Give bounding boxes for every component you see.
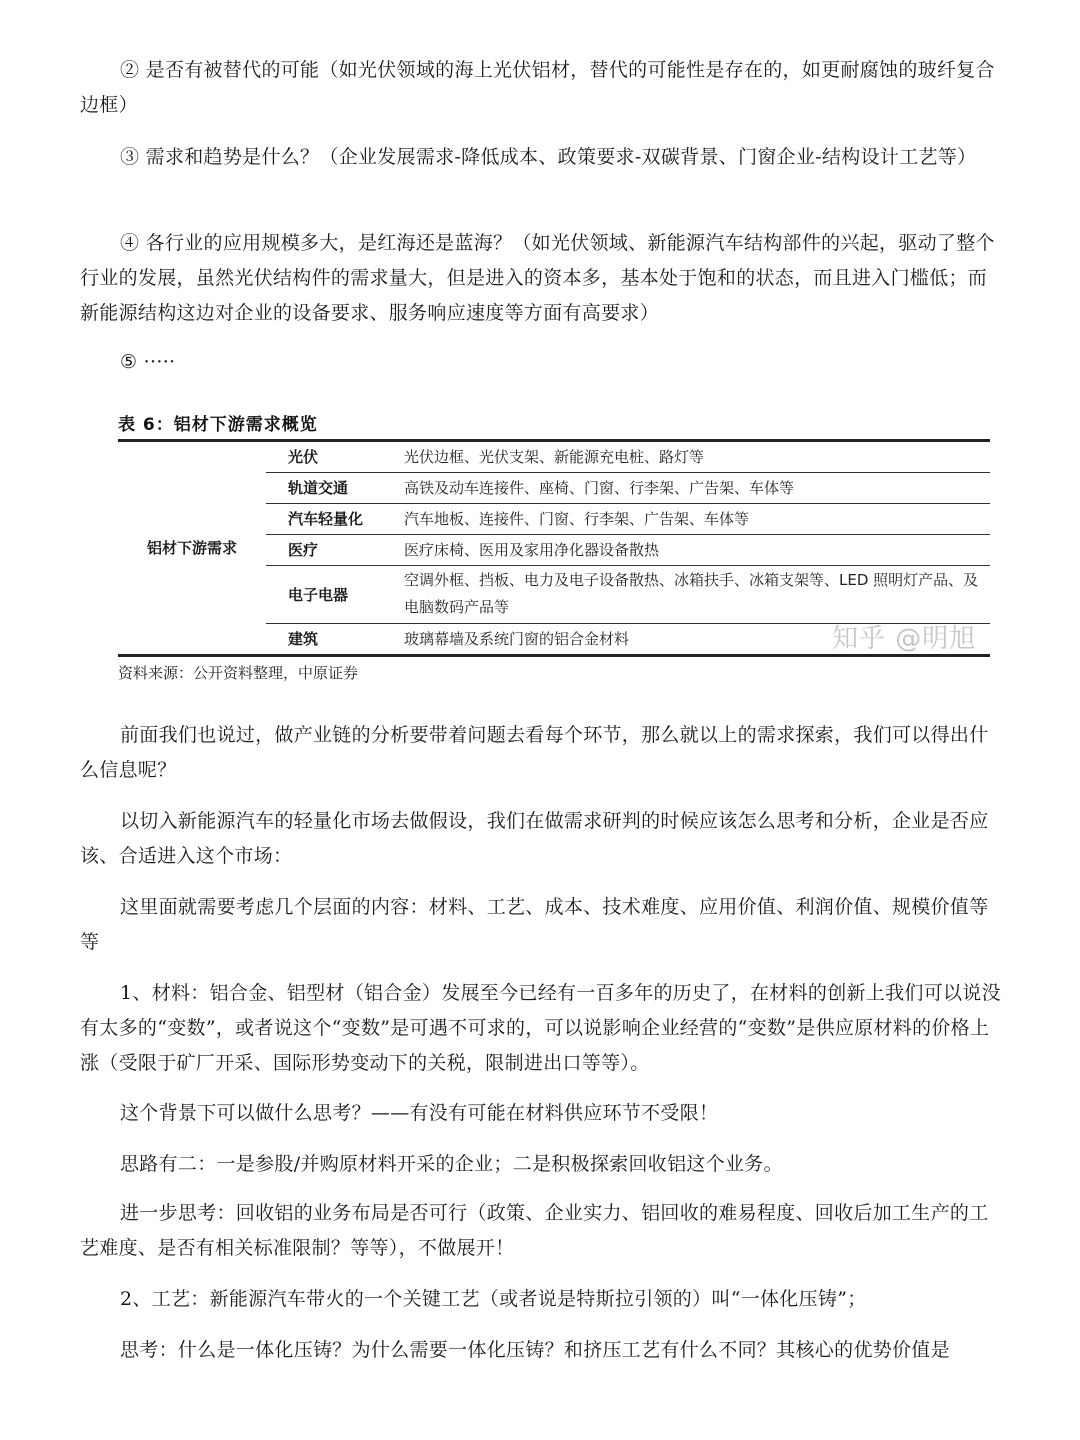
table-title: 表 6：铝材下游需求概览 (118, 415, 318, 435)
table-source: 资料来源：公开资料整理，中原证券 (118, 664, 359, 682)
paragraph-dimensions: 这里面就需要考虑几个层面的内容：材料、工艺、成本、技术难度、应用价值、利润价值、规模价值等等 (80, 896, 989, 953)
paragraph-hypothesis: 以切入新能源汽车的轻量化市场去做假设，我们在做需求研判的时候应该怎么思考和分析，企业是否应该、合适进入这个市场： (80, 810, 989, 867)
table-industry: 轨道交通 (266, 472, 396, 503)
table-category: 铝材下游需求 (118, 442, 266, 655)
table-uses: 玻璃幕墙及系统门窗的铝合金材料 (396, 623, 990, 655)
paragraph-material: 1、材料：铝合金、铝型材（铝合金）发展至今已经有一百多年的历史了，在材料的创新上我们可以说没有太多的“变数”，或者说这个“变数”是可遇不可求的，可以说影响企业经营的“变数”是供应原材料的价格上涨（受限于矿厂开采、国际形势变动下的关税，限制进出口等等）。 (80, 982, 1001, 1074)
table-uses: 光伏边框、光伏支架、新能源充电桩、路灯等 (396, 442, 990, 472)
table-uses: 高铁及动车连接件、座椅、门窗、行李架、广告架、车体等 (396, 472, 990, 503)
table-industry: 汽车轻量化 (266, 503, 396, 534)
paragraph-recycling: 进一步思考：回收铝的业务布局是否可行（政策、企业实力、铝回收的难易程度、回收后加工生产的工艺难度、是否有相关标准限制？等等），不做展开！ (80, 1202, 989, 1259)
paragraph-ellipsis: ⑤ ····· (120, 351, 176, 373)
table-industry: 医疗 (266, 534, 396, 565)
paragraph-die-casting-question: 思考：什么是一体化压铸？为什么需要一体化压铸？和挤压工艺有什么不同？其核心的优势价值是 (120, 1339, 950, 1361)
table-industry: 光伏 (266, 442, 396, 472)
table-uses: 汽车地板、连接件、门窗、行李架、广告架、车体等 (396, 503, 990, 534)
paragraph-analysis-intro: 前面我们也说过，做产业链的分析要带着问题去看每个环节，那么就以上的需求探索，我们可以得出什么信息呢？ (80, 724, 989, 781)
table-uses: 空调外框、挡板、电力及电子设备散热、冰箱扶手、冰箱支架等、LED 照明灯产品、及电脑数码产品等 (396, 565, 990, 623)
paragraph-substitution: ② 是否有被替代的可能（如光伏领域的海上光伏铝材，替代的可能性是存在的，如更耐腐蚀的玻纤复合边框） (80, 59, 995, 116)
paragraph-demand-trend: ③ 需求和趋势是什么？（企业发展需求-降低成本、政策要求-双碳背景、门窗企业-结构设计工艺等） (120, 146, 977, 168)
table-industry: 电子电器 (266, 565, 396, 623)
paragraph-material-question: 这个背景下可以做什么思考？——有没有可能在材料供应环节不受限！ (120, 1102, 719, 1124)
table-row (118, 442, 990, 472)
paragraph-two-ideas: 思路有二：一是参股/并购原材料开采的企业；二是积极探索回收铝这个业务。 (120, 1153, 783, 1175)
table-industry: 建筑 (266, 623, 396, 655)
table-uses: 医疗床椅、医用及家用净化器设备散热 (396, 534, 990, 565)
watermark-text: 知乎 @明旭 (832, 624, 977, 654)
paragraph-scale: ④ 各行业的应用规模多大，是红海还是蓝海？（如光伏领域、新能源汽车结构部件的兴起，驱动了整个行业的发展，虽然光伏结构件的需求量大，但是进入的资本多，基本处于饱和的状态，而且进入门槛低；而新能源结构这边对企业的设备要求、服务响应速度等方面有高要求） (80, 232, 995, 324)
paragraph-process: 2、工艺：新能源汽车带火的一个关键工艺（或者说是特斯拉引领的）叫“一体化压铸”； (120, 1288, 867, 1310)
